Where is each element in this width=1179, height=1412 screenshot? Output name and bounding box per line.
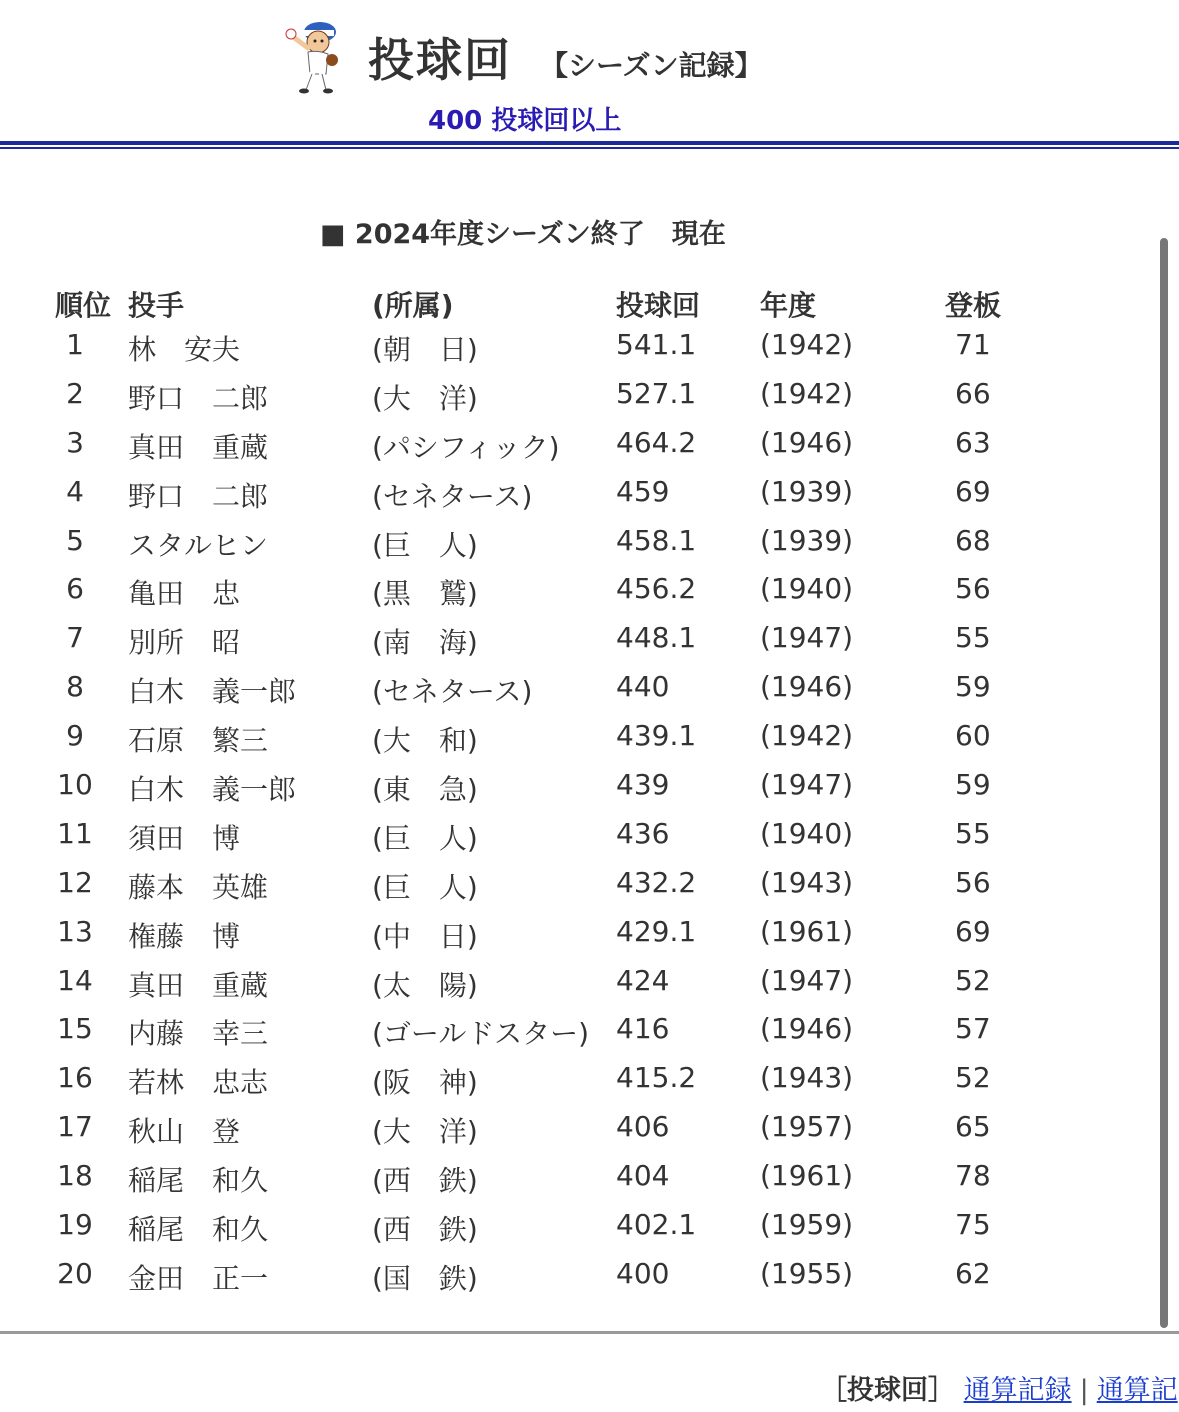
games-cell: 52 bbox=[955, 963, 991, 997]
table-row bbox=[0, 420, 1150, 469]
games-cell: 62 bbox=[955, 1256, 991, 1290]
year-cell: (1947) bbox=[760, 963, 854, 997]
team-cell: (巨 人) bbox=[372, 528, 478, 562]
page-title: 投球回 bbox=[368, 33, 512, 87]
rank-cell: 3 bbox=[66, 425, 84, 459]
innings-cell: 400 bbox=[616, 1256, 670, 1290]
pitcher-cell: 金田 正一 bbox=[128, 1261, 269, 1295]
table-row bbox=[0, 713, 1150, 762]
team-cell: (大 和) bbox=[372, 724, 478, 758]
table-row bbox=[0, 1055, 1150, 1104]
year-cell: (1946) bbox=[760, 1012, 854, 1046]
games-cell: 75 bbox=[955, 1208, 991, 1242]
team-cell: (セネタース) bbox=[372, 675, 533, 709]
games-cell: 56 bbox=[955, 572, 991, 606]
innings-cell: 406 bbox=[616, 1110, 670, 1144]
table-row bbox=[0, 469, 1150, 518]
team-cell: (西 鉄) bbox=[372, 1213, 478, 1247]
pitcher-cell: 白木 義一郎 bbox=[128, 675, 297, 709]
innings-cell: 415.2 bbox=[616, 1061, 697, 1095]
games-cell: 52 bbox=[955, 1061, 991, 1095]
innings-cell: 456.2 bbox=[616, 572, 697, 606]
header-year: 年度 bbox=[760, 289, 817, 322]
pitcher-cell: 須田 博 bbox=[128, 821, 241, 855]
innings-cell: 458.1 bbox=[616, 523, 697, 557]
games-cell: 63 bbox=[955, 425, 991, 459]
rank-cell: 2 bbox=[66, 376, 84, 410]
team-cell: (東 急) bbox=[372, 773, 478, 807]
table-row bbox=[0, 566, 1150, 615]
footer-link-career-records-2[interactable]: 通算記 bbox=[1096, 1375, 1178, 1406]
table-row bbox=[0, 1153, 1150, 1202]
innings-cell: 439 bbox=[616, 768, 670, 802]
games-cell: 71 bbox=[955, 328, 991, 361]
rank-cell: 13 bbox=[57, 914, 93, 948]
games-cell: 66 bbox=[955, 376, 991, 410]
games-cell: 78 bbox=[955, 1159, 991, 1193]
innings-cell: 432.2 bbox=[616, 865, 697, 899]
table-row bbox=[0, 811, 1150, 860]
page-header bbox=[0, 0, 1179, 150]
pitcher-cell: 林 安夫 bbox=[128, 333, 241, 366]
rank-cell: 14 bbox=[57, 963, 93, 997]
innings-cell: 424 bbox=[616, 963, 670, 997]
team-cell: (南 海) bbox=[372, 626, 478, 660]
pitcher-cell: 石原 繁三 bbox=[128, 724, 269, 758]
pitcher-cell: 白木 義一郎 bbox=[128, 773, 297, 807]
rank-cell: 9 bbox=[66, 719, 84, 753]
games-cell: 59 bbox=[955, 768, 991, 802]
innings-cell: 541.1 bbox=[616, 328, 697, 361]
games-cell: 59 bbox=[955, 670, 991, 704]
year-cell: (1943) bbox=[760, 865, 854, 899]
footer-nav bbox=[820, 1368, 1178, 1407]
table-row bbox=[0, 1006, 1150, 1055]
year-cell: (1947) bbox=[760, 768, 854, 802]
pitcher-cell: 秋山 登 bbox=[128, 1115, 241, 1149]
innings-cell: 459 bbox=[616, 474, 670, 508]
rank-cell: 4 bbox=[66, 474, 84, 508]
team-cell: (黒 鷲) bbox=[372, 577, 478, 611]
header-divider-thin bbox=[0, 147, 1179, 149]
table-row bbox=[0, 909, 1150, 958]
year-cell: (1946) bbox=[760, 670, 854, 704]
rank-cell: 15 bbox=[57, 1012, 93, 1046]
page-subtitle: 400 投球回以上 bbox=[428, 106, 622, 136]
innings-cell: 448.1 bbox=[616, 621, 697, 655]
team-cell: (太 陽) bbox=[372, 968, 478, 1002]
pitcher-cell: 真田 重蔵 bbox=[128, 430, 269, 464]
page-title-sub: 【シーズン記録】 bbox=[540, 49, 763, 82]
year-cell: (1939) bbox=[760, 474, 854, 508]
year-cell: (1946) bbox=[760, 425, 854, 459]
games-cell: 65 bbox=[955, 1110, 991, 1144]
pitcher-cell: 藤本 英雄 bbox=[128, 870, 269, 904]
pitcher-cell: 内藤 幸三 bbox=[128, 1017, 269, 1051]
pitcher-cell: 野口 二郎 bbox=[128, 381, 269, 415]
games-cell: 68 bbox=[955, 523, 991, 557]
footer-link-career-records[interactable]: 通算記録 bbox=[963, 1375, 1072, 1406]
innings-cell: 436 bbox=[616, 816, 670, 850]
footer-current-page: ［投球回］ bbox=[820, 1375, 955, 1406]
rank-cell: 11 bbox=[57, 816, 93, 850]
header-team: (所属) bbox=[372, 289, 454, 322]
games-cell: 55 bbox=[955, 816, 991, 850]
pitcher-cell: 別所 昭 bbox=[128, 626, 241, 660]
year-cell: (1940) bbox=[760, 572, 854, 606]
rank-cell: 1 bbox=[66, 328, 84, 361]
pitcher-cell: 権藤 博 bbox=[128, 919, 241, 953]
header-rank: 順位 bbox=[54, 289, 111, 322]
scrollbar[interactable] bbox=[1160, 238, 1168, 1328]
team-cell: (国 鉄) bbox=[372, 1261, 478, 1295]
team-cell: (セネタース) bbox=[372, 479, 533, 513]
innings-cell: 440 bbox=[616, 670, 670, 704]
year-cell: (1940) bbox=[760, 816, 854, 850]
table-body bbox=[0, 322, 1150, 1300]
table-row bbox=[0, 322, 1150, 371]
year-cell: (1943) bbox=[760, 1061, 854, 1095]
rank-cell: 6 bbox=[66, 572, 84, 606]
rank-cell: 19 bbox=[57, 1208, 93, 1242]
innings-cell: 416 bbox=[616, 1012, 670, 1046]
team-cell: (ゴールドスター) bbox=[372, 1017, 590, 1051]
year-cell: (1939) bbox=[760, 523, 854, 557]
year-cell: (1947) bbox=[760, 621, 854, 655]
innings-cell: 464.2 bbox=[616, 425, 697, 459]
footer-separator: | bbox=[1079, 1375, 1089, 1406]
team-cell: (大 洋) bbox=[372, 1115, 478, 1149]
header-innings: 投球回 bbox=[616, 289, 701, 322]
pitcher-cell: スタルヒン bbox=[128, 528, 269, 562]
year-cell: (1942) bbox=[760, 376, 854, 410]
innings-cell: 402.1 bbox=[616, 1208, 697, 1242]
pitcher-cell: 真田 重蔵 bbox=[128, 968, 269, 1002]
team-cell: (中 日) bbox=[372, 919, 478, 953]
table-bottom-divider bbox=[0, 1331, 1179, 1334]
rank-cell: 8 bbox=[66, 670, 84, 704]
team-cell: (大 洋) bbox=[372, 381, 478, 415]
games-cell: 57 bbox=[955, 1012, 991, 1046]
pitcher-cell: 野口 二郎 bbox=[128, 479, 269, 513]
team-cell: (パシフィック) bbox=[372, 430, 560, 464]
header-divider bbox=[0, 141, 1179, 145]
table-row bbox=[0, 860, 1150, 909]
team-cell: (西 鉄) bbox=[372, 1164, 478, 1198]
innings-cell: 404 bbox=[616, 1159, 670, 1193]
rank-cell: 17 bbox=[57, 1110, 93, 1144]
year-cell: (1959) bbox=[760, 1208, 854, 1242]
rank-cell: 12 bbox=[57, 865, 93, 899]
year-cell: (1957) bbox=[760, 1110, 854, 1144]
games-cell: 55 bbox=[955, 621, 991, 655]
team-cell: (朝 日) bbox=[372, 333, 478, 366]
pitcher-cell: 稲尾 和久 bbox=[128, 1164, 269, 1198]
table-row bbox=[0, 664, 1150, 713]
rank-cell: 7 bbox=[66, 621, 84, 655]
rank-cell: 5 bbox=[66, 523, 84, 557]
pitcher-cell: 稲尾 和久 bbox=[128, 1213, 269, 1247]
rank-cell: 10 bbox=[57, 768, 93, 802]
innings-cell: 439.1 bbox=[616, 719, 697, 753]
table-row bbox=[0, 1104, 1150, 1153]
table-row bbox=[0, 615, 1150, 664]
table-row bbox=[0, 762, 1150, 811]
table-row bbox=[0, 958, 1150, 1007]
table-row bbox=[0, 371, 1150, 420]
records-table bbox=[0, 278, 1150, 1300]
games-cell: 56 bbox=[955, 865, 991, 899]
team-cell: (阪 神) bbox=[372, 1066, 478, 1100]
table-header-row bbox=[0, 278, 1150, 322]
rank-cell: 16 bbox=[57, 1061, 93, 1095]
header-games: 登板 bbox=[945, 289, 1002, 322]
pitcher-cell: 亀田 忠 bbox=[128, 577, 241, 611]
year-cell: (1961) bbox=[760, 914, 854, 948]
year-cell: (1942) bbox=[760, 328, 854, 361]
team-cell: (巨 人) bbox=[372, 870, 478, 904]
games-cell: 69 bbox=[955, 474, 991, 508]
year-cell: (1942) bbox=[760, 719, 854, 753]
rank-cell: 20 bbox=[57, 1256, 93, 1290]
section-title: ■ 2024年度シーズン終了 現在 bbox=[320, 219, 726, 250]
pitcher-cell: 若林 忠志 bbox=[128, 1066, 269, 1100]
baseball-pitcher-mascot-icon bbox=[282, 16, 344, 94]
table-row bbox=[0, 518, 1150, 567]
innings-cell: 429.1 bbox=[616, 914, 697, 948]
table-row bbox=[0, 1251, 1150, 1300]
table-row bbox=[0, 1202, 1150, 1251]
games-cell: 69 bbox=[955, 914, 991, 948]
team-cell: (巨 人) bbox=[372, 821, 478, 855]
year-cell: (1961) bbox=[760, 1159, 854, 1193]
innings-cell: 527.1 bbox=[616, 376, 697, 410]
header-pitcher: 投手 bbox=[128, 289, 185, 322]
rank-cell: 18 bbox=[57, 1159, 93, 1193]
year-cell: (1955) bbox=[760, 1256, 854, 1290]
games-cell: 60 bbox=[955, 719, 991, 753]
